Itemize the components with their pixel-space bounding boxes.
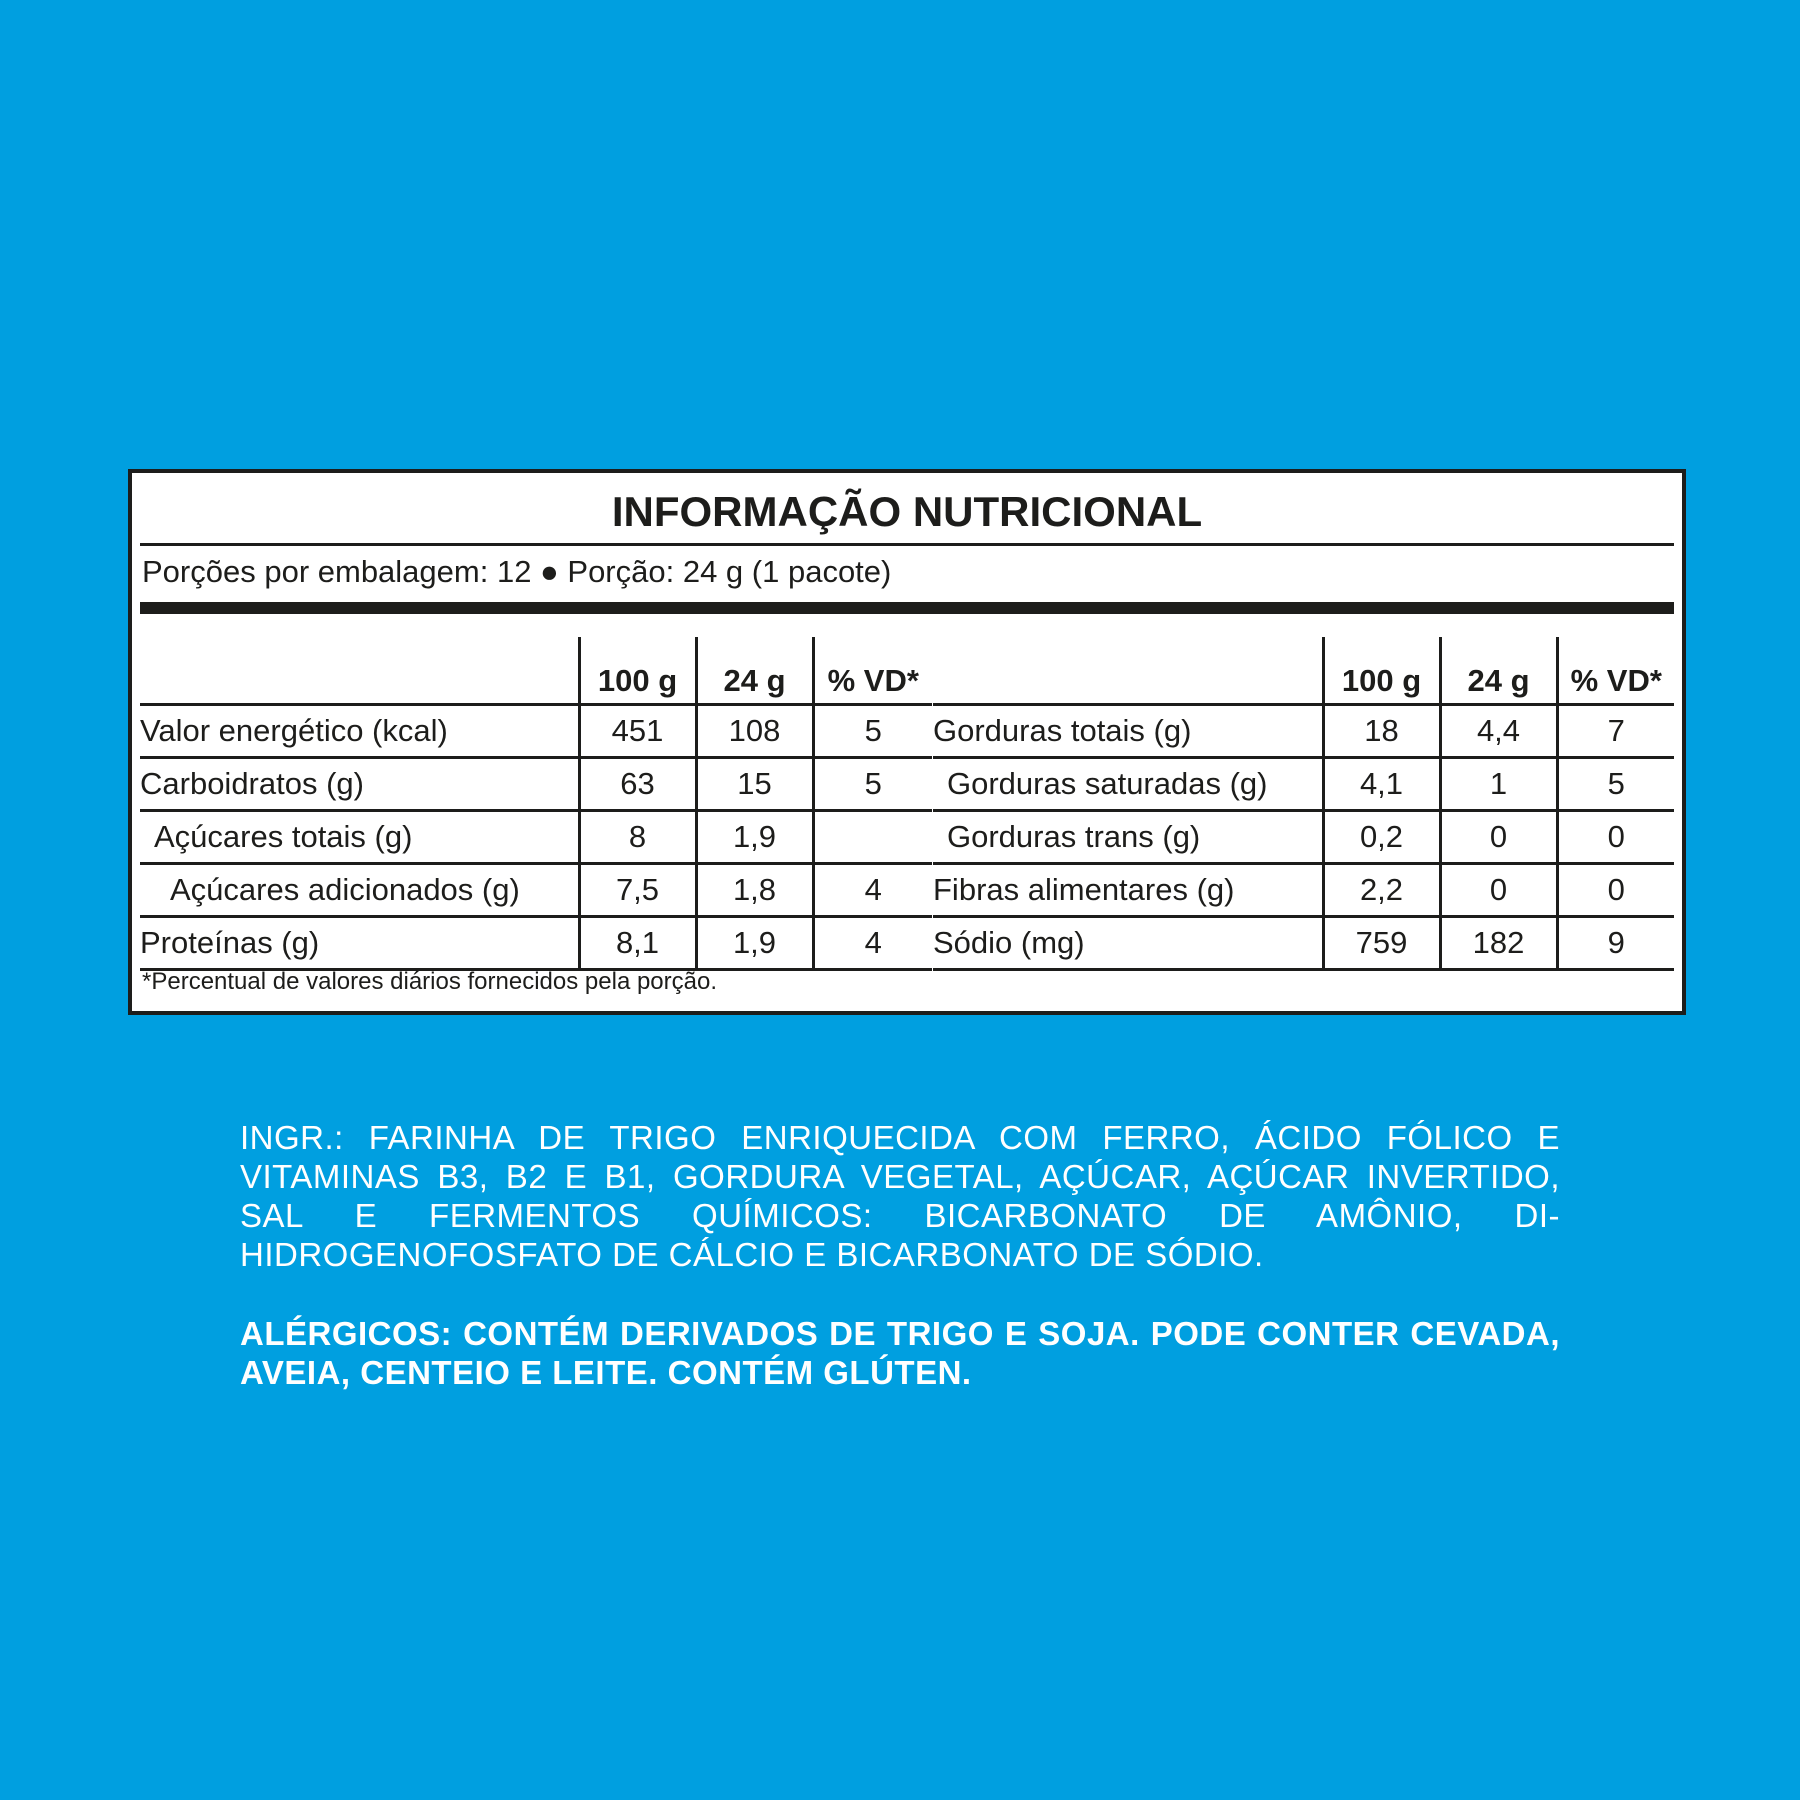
- value-vd: 7: [1557, 705, 1674, 758]
- value-24g: 1,9: [696, 811, 813, 864]
- portions-divider: [140, 602, 1674, 614]
- nutrient-name: Fibras alimentares (g): [933, 864, 1323, 917]
- table-row: [933, 705, 1674, 758]
- value-vd: [813, 811, 932, 864]
- table-row: [140, 705, 932, 758]
- value-100g: 0,2: [1323, 811, 1440, 864]
- header-vd: % VD*: [1557, 637, 1674, 705]
- nutrition-facts-panel: [128, 469, 1686, 1015]
- value-24g: 182: [1440, 917, 1557, 970]
- header-100g: 100 g: [579, 637, 696, 705]
- nutrient-name: Açúcares totais (g): [140, 811, 579, 864]
- nutrient-name: Carboidratos (g): [140, 758, 579, 811]
- value-100g: 2,2: [1323, 864, 1440, 917]
- value-24g: 0: [1440, 811, 1557, 864]
- nutrient-name: Proteínas (g): [140, 917, 579, 970]
- title-divider: [140, 543, 1674, 546]
- nutrient-name: Gorduras totais (g): [933, 705, 1323, 758]
- value-100g: 7,5: [579, 864, 696, 917]
- table-row: [933, 758, 1674, 811]
- table-row: [140, 811, 932, 864]
- value-vd: 5: [813, 705, 932, 758]
- table-row: [933, 917, 1674, 970]
- value-24g: 0: [1440, 864, 1557, 917]
- nutrition-table-left: [140, 637, 932, 971]
- value-100g: 63: [579, 758, 696, 811]
- nutrition-table-right: [933, 637, 1674, 971]
- value-vd: 9: [1557, 917, 1674, 970]
- value-vd: 0: [1557, 811, 1674, 864]
- table-row: [140, 864, 932, 917]
- nutrient-name: Sódio (mg): [933, 917, 1323, 970]
- header-blank: [933, 637, 1323, 705]
- table-row: [140, 917, 932, 970]
- value-24g: 1,9: [696, 917, 813, 970]
- table-row: [140, 758, 932, 811]
- value-24g: 1: [1440, 758, 1557, 811]
- value-24g: 108: [696, 705, 813, 758]
- value-vd: 4: [813, 864, 932, 917]
- allergens-text: ALÉRGICOS: CONTÉM DERIVADOS DE TRIGO E SOJA. PODE CONTER CEVADA, AVEIA, CENTEIO E LEITE. CONTÉM GLÚTEN.: [240, 1315, 1560, 1391]
- value-vd: 5: [1557, 758, 1674, 811]
- header-100g: 100 g: [1323, 637, 1440, 705]
- value-24g: 1,8: [696, 864, 813, 917]
- table-row: [933, 811, 1674, 864]
- nutrition-title: INFORMAÇÃO NUTRICIONAL: [611, 488, 1203, 535]
- value-100g: 4,1: [1323, 758, 1440, 811]
- value-100g: 8,1: [579, 917, 696, 970]
- nutrient-name: Açúcares adicionados (g): [140, 864, 579, 917]
- value-100g: 18: [1323, 705, 1440, 758]
- value-vd: 0: [1557, 864, 1674, 917]
- nutrient-name: Gorduras trans (g): [933, 811, 1323, 864]
- value-100g: 8: [579, 811, 696, 864]
- value-vd: 4: [813, 917, 932, 970]
- nutrient-name: Gorduras saturadas (g): [933, 758, 1323, 811]
- nutrient-name: Valor energético (kcal): [140, 705, 579, 758]
- table-row: [933, 864, 1674, 917]
- portions-info: Porções por embalagem: 12 ● Porção: 24 g (1 pacote): [142, 554, 892, 589]
- daily-value-footnote: *Percentual de valores diários fornecidos pela porção.: [142, 968, 718, 995]
- table-header-row: [933, 637, 1674, 705]
- table-header-row: [140, 637, 932, 705]
- value-vd: 5: [813, 758, 932, 811]
- value-24g: 4,4: [1440, 705, 1557, 758]
- header-blank: [140, 637, 579, 705]
- value-100g: 451: [579, 705, 696, 758]
- value-24g: 15: [696, 758, 813, 811]
- value-100g: 759: [1323, 917, 1440, 970]
- header-24g: 24 g: [696, 637, 813, 705]
- header-vd: % VD*: [813, 637, 932, 705]
- header-24g: 24 g: [1440, 637, 1557, 705]
- ingredients-text: INGR.: FARINHA DE TRIGO ENRIQUECIDA COM FERRO, ÁCIDO FÓLICO E VITAMINAS B3, B2 E B1, GORDURA VEGETAL, AÇÚCAR, AÇÚCAR INVERTIDO, SAL E FERMENTOS QUÍMICOS: BICARBONATO DE AMÔNIO, DI-HIDROGENOFOSFATO DE CÁLCIO E BICARBONATO DE SÓDIO.: [240, 1119, 1560, 1273]
